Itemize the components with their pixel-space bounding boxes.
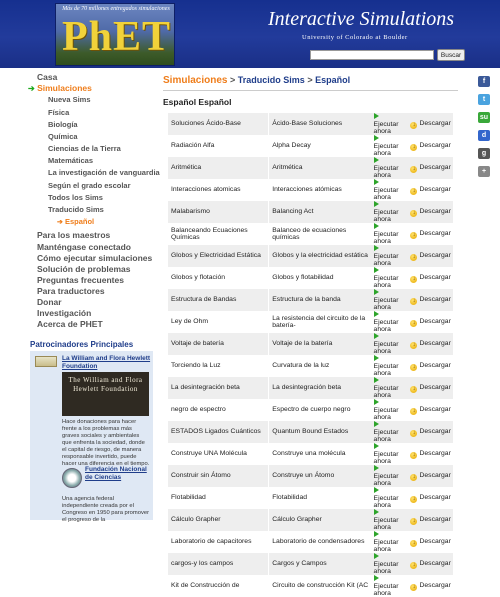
sim-name-es[interactable]: Globos y Electricidad Estática	[168, 245, 269, 267]
download-label: Descargar	[419, 559, 451, 567]
nav-item-quimica[interactable]: Química	[48, 132, 78, 141]
download-icon: ↓	[412, 275, 416, 282]
download-link[interactable]	[410, 135, 452, 157]
table-row	[168, 113, 453, 135]
sim-name-es[interactable]: La desintegración beta	[168, 377, 269, 399]
nav-item-maestros[interactable]: Para los maestros	[37, 230, 111, 240]
sim-name-translated: Circuito de construcción Kit (AC	[269, 575, 371, 597]
run-now-link[interactable]	[371, 377, 411, 399]
run-now-label: Ejecutar ahora	[373, 142, 399, 157]
sim-name-es[interactable]: Globos y flotación	[168, 267, 269, 289]
nav-item-vanguardia[interactable]: La investigación de vanguardia	[48, 168, 160, 177]
site-header	[0, 0, 500, 68]
run-now-label: Ejecutar ahora	[373, 164, 399, 179]
run-now-link[interactable]	[371, 267, 411, 289]
download-link[interactable]	[410, 531, 452, 553]
twitter-icon[interactable]: t	[478, 94, 490, 105]
nav-item-label: Español	[64, 217, 95, 226]
run-now-link[interactable]	[371, 245, 411, 267]
table-row	[168, 399, 453, 421]
site-title: Interactive Simulations	[268, 8, 455, 30]
delicious-icon[interactable]: d	[478, 130, 490, 141]
download-label: Descargar	[419, 339, 451, 347]
sim-name-translated: Cargos y Campos	[269, 553, 371, 575]
nav-item-matematicas[interactable]: Matemáticas	[48, 156, 94, 165]
run-now-label: Ejecutar ahora	[373, 450, 399, 465]
table-row	[168, 465, 453, 487]
play-icon	[374, 399, 379, 405]
sim-name-translated: Construye una molécula	[269, 443, 371, 465]
run-now-link[interactable]	[371, 201, 411, 223]
download-icon: ↓	[412, 121, 416, 128]
sim-name-translated: Aritmética	[269, 157, 371, 179]
table-row	[168, 575, 453, 597]
download-icon: ↓	[412, 451, 416, 458]
share-icon[interactable]: +	[478, 166, 490, 177]
run-now-label: Ejecutar ahora	[373, 472, 399, 487]
run-now-label: Ejecutar ahora	[373, 274, 399, 289]
nav-item-acerca[interactable]: Acerca de PHET	[37, 319, 103, 329]
download-icon: ↓	[412, 253, 416, 260]
sim-name-translated: Espectro de cuerpo negro	[269, 399, 371, 421]
sim-name-translated: Voltaje de la batería	[269, 333, 371, 355]
nav-item-conectado[interactable]: Manténgase conectado	[37, 242, 131, 252]
logo-tagline: Más de 70 millones entregados simulaciones	[62, 6, 170, 12]
run-now-link[interactable]	[371, 487, 411, 509]
table-row	[168, 355, 453, 377]
sim-name-es[interactable]: Voltaje de batería	[168, 333, 269, 355]
run-now-label: Ejecutar ahora	[373, 384, 399, 399]
sim-name-es[interactable]: negro de espectro	[168, 399, 269, 421]
sim-name-es[interactable]: cargos-y los campos	[168, 553, 269, 575]
download-link[interactable]	[410, 509, 452, 531]
run-now-link[interactable]	[371, 311, 411, 333]
table-row	[168, 531, 453, 553]
play-icon	[374, 355, 379, 361]
play-icon	[374, 531, 379, 537]
download-link[interactable]	[410, 267, 452, 289]
nav-item-casa[interactable]: Casa	[37, 72, 58, 82]
sim-name-translated: Globos y flotabilidad	[269, 267, 371, 289]
sim-name-translated: Balancing Act	[269, 201, 371, 223]
download-label: Descargar	[419, 229, 451, 237]
breadcrumb-traducido-sims[interactable]: Traducido Sims	[237, 75, 305, 85]
download-link[interactable]	[410, 487, 452, 509]
sim-name-es[interactable]: Estructura de Bandas	[168, 289, 269, 311]
run-now-link[interactable]	[371, 355, 411, 377]
table-row	[168, 135, 453, 157]
sim-name-translated: Globos y la electricidad estática	[269, 245, 371, 267]
run-now-link[interactable]	[371, 289, 411, 311]
sim-name-translated: Quantum Bound Estados	[269, 421, 371, 443]
run-now-label: Ejecutar ahora	[373, 428, 399, 443]
sim-name-translated: Flotabilidad	[269, 487, 371, 509]
download-link[interactable]	[410, 355, 452, 377]
run-now-link[interactable]	[371, 443, 411, 465]
run-now-label: Ejecutar ahora	[373, 516, 399, 531]
search-input[interactable]	[310, 50, 434, 60]
download-label: Descargar	[419, 383, 451, 391]
download-link[interactable]	[410, 113, 452, 135]
nav-item-investigacion[interactable]: Investigación	[37, 308, 92, 318]
divider	[163, 90, 458, 91]
sim-name-translated: Construye un Átomo	[269, 465, 371, 487]
download-label: Descargar	[419, 427, 451, 435]
hewlett-logo-line1: The William and Flora	[68, 376, 143, 384]
nav-item-problemas[interactable]: Solución de problemas	[37, 264, 131, 274]
breadcrumb-simulaciones[interactable]: Simulaciones	[163, 75, 228, 86]
download-link[interactable]	[410, 289, 452, 311]
play-icon	[374, 135, 379, 141]
nav-item-traducido-sims[interactable]: Traducido Sims	[48, 205, 104, 214]
run-now-label: Ejecutar ahora	[373, 230, 399, 245]
play-icon	[374, 179, 379, 185]
sim-name-es[interactable]: Construir sin Átomo	[168, 465, 269, 487]
nav-item-espanol[interactable]	[57, 217, 94, 226]
download-link[interactable]	[410, 553, 452, 575]
sim-name-es[interactable]: Kit de Construcción de	[168, 575, 269, 597]
play-icon	[374, 311, 379, 317]
table-row	[168, 509, 453, 531]
nav-item-simulaciones[interactable]	[28, 83, 92, 93]
download-link[interactable]	[410, 311, 452, 333]
breadcrumb-separator: >	[307, 75, 313, 85]
play-icon	[374, 113, 379, 119]
download-icon: ↓	[412, 165, 416, 172]
download-link[interactable]	[410, 443, 452, 465]
run-now-label: Ejecutar ahora	[373, 340, 399, 355]
nav-item-label: Simulaciones	[37, 83, 92, 93]
run-now-label: Ejecutar ahora	[373, 208, 399, 223]
sim-name-es[interactable]: Soluciones Ácido-Base	[168, 113, 269, 135]
download-icon: ↓	[412, 143, 416, 150]
play-icon	[374, 421, 379, 427]
sim-name-translated: La desintegración beta	[269, 377, 371, 399]
download-icon: ↓	[412, 539, 416, 546]
sim-name-translated: Curvatura de la luz	[269, 355, 371, 377]
table-row	[168, 487, 453, 509]
table-row	[168, 553, 453, 575]
sponsors-title: Patrocinadores Principales	[30, 340, 134, 349]
download-icon: ↓	[412, 385, 416, 392]
play-icon	[374, 377, 379, 383]
hewlett-logo-line2: Hewlett Foundation	[73, 385, 138, 393]
logo-text: PhET	[62, 14, 172, 60]
run-now-label: Ejecutar ahora	[373, 538, 399, 553]
play-icon	[374, 487, 379, 493]
download-link[interactable]	[410, 333, 452, 355]
download-icon: ↓	[412, 495, 416, 502]
run-now-label: Ejecutar ahora	[373, 318, 399, 333]
nav-item-todos-sims[interactable]: Todos los Sims	[48, 193, 103, 202]
table-row	[168, 377, 453, 399]
sim-name-es[interactable]: Balanceando Ecuaciones Químicas	[168, 223, 269, 245]
breadcrumb-espanol: Español	[315, 75, 351, 85]
run-now-link[interactable]	[371, 399, 411, 421]
play-icon	[374, 553, 379, 559]
play-icon	[374, 465, 379, 471]
download-link[interactable]	[410, 399, 452, 421]
download-label: Descargar	[419, 581, 451, 589]
table-row	[168, 289, 453, 311]
run-now-link[interactable]	[371, 531, 411, 553]
sim-name-translated: Balanceo de ecuaciones químicas	[269, 223, 371, 245]
download-icon: ↓	[412, 231, 416, 238]
hewlett-description: Hace donaciones para hacer frente a los problemas más graves sociales y ambientales que enfrenta la sociedad, donde el capital de riesgo, de manera responsable invertido, puede hacer una diferencia en el tiempo.	[62, 419, 150, 467]
download-icon: ↓	[412, 209, 416, 216]
play-icon	[374, 333, 379, 339]
table-row	[168, 421, 453, 443]
simulations-table	[168, 113, 453, 597]
table-row	[168, 179, 453, 201]
sim-name-es[interactable]: Malabarismo	[168, 201, 269, 223]
site-subtitle: University of Colorado at Boulder	[302, 34, 408, 41]
download-link[interactable]	[410, 179, 452, 201]
table-row	[168, 311, 453, 333]
run-now-link[interactable]	[371, 135, 411, 157]
table-row	[168, 201, 453, 223]
digg-icon[interactable]: g	[478, 148, 490, 159]
download-label: Descargar	[419, 185, 451, 193]
run-now-label: Ejecutar ahora	[373, 406, 399, 421]
table-row	[168, 443, 453, 465]
sim-name-translated: Interacciones atómicas	[269, 179, 371, 201]
nav-item-donar[interactable]: Donar	[37, 297, 62, 307]
run-now-link[interactable]	[371, 553, 411, 575]
sim-name-es[interactable]: Laboratorio de capacitores	[168, 531, 269, 553]
download-label: Descargar	[419, 449, 451, 457]
download-label: Descargar	[419, 141, 451, 149]
sim-name-translated: La resistencia del circuito de la batería-	[269, 311, 371, 333]
download-icon: ↓	[412, 187, 416, 194]
download-link[interactable]	[410, 421, 452, 443]
nav-item-ejecutar[interactable]: Cómo ejecutar simulaciones	[37, 253, 153, 263]
hewlett-link[interactable]: La William and Flora Hewlett Foundation	[62, 355, 151, 370]
run-now-link[interactable]	[371, 223, 411, 245]
download-label: Descargar	[419, 207, 451, 215]
hewlett-logo[interactable]	[62, 372, 149, 416]
play-icon	[374, 245, 379, 251]
breadcrumb	[163, 75, 350, 86]
sim-name-es[interactable]: Cálculo Grapher	[168, 509, 269, 531]
table-row	[168, 157, 453, 179]
breadcrumb-separator: >	[229, 75, 236, 85]
download-icon: ↓	[412, 407, 416, 414]
download-label: Descargar	[419, 515, 451, 523]
play-icon	[374, 509, 379, 515]
sim-name-es[interactable]: Ley de Ohm	[168, 311, 269, 333]
download-link[interactable]	[410, 465, 452, 487]
run-now-link[interactable]	[371, 575, 411, 597]
download-icon: ↓	[412, 297, 416, 304]
play-icon	[374, 443, 379, 449]
run-now-link[interactable]	[371, 421, 411, 443]
nav-item-biologia[interactable]: Biología	[48, 120, 78, 129]
download-label: Descargar	[419, 251, 451, 259]
phet-logo[interactable]	[55, 3, 175, 66]
run-now-link[interactable]	[371, 509, 411, 531]
sim-name-es[interactable]: Construye UNA Molécula	[168, 443, 269, 465]
sim-name-es[interactable]: Interacciones atomicas	[168, 179, 269, 201]
download-icon: ↓	[412, 561, 416, 568]
sim-name-es[interactable]: Flotabilidad	[168, 487, 269, 509]
download-link[interactable]	[410, 377, 452, 399]
download-icon: ↓	[412, 429, 416, 436]
download-icon: ↓	[412, 341, 416, 348]
download-link[interactable]	[410, 245, 452, 267]
sim-name-es[interactable]: Torciendo la Luz	[168, 355, 269, 377]
download-label: Descargar	[419, 405, 451, 413]
table-row	[168, 267, 453, 289]
download-link[interactable]	[410, 575, 452, 597]
play-icon	[374, 157, 379, 163]
nsf-logo-icon[interactable]	[62, 468, 82, 488]
download-link[interactable]	[410, 157, 452, 179]
nav-item-preguntas[interactable]: Preguntas frecuentes	[37, 275, 124, 285]
download-label: Descargar	[419, 361, 451, 369]
arrow-right-icon: ➔	[57, 219, 63, 226]
download-label: Descargar	[419, 119, 451, 127]
sim-name-translated: Laboratorio de condensadores	[269, 531, 371, 553]
download-label: Descargar	[419, 493, 451, 501]
sim-name-translated: Estructura de la banda	[269, 289, 371, 311]
play-icon	[374, 201, 379, 207]
run-now-label: Ejecutar ahora	[373, 186, 399, 201]
run-now-label: Ejecutar ahora	[373, 120, 399, 135]
nsf-description: Una agencia federal independiente creada por el Congreso en 1950 para promover el progreso de la	[62, 496, 150, 523]
sim-name-translated: Alpha Decay	[269, 135, 371, 157]
language-title: Español Español	[163, 97, 232, 107]
download-link[interactable]	[410, 223, 452, 245]
download-icon: ↓	[412, 517, 416, 524]
nav-item-nueva-sims[interactable]: Nueva Sims	[48, 95, 91, 104]
sim-name-translated: Cálculo Grapher	[269, 509, 371, 531]
facebook-icon[interactable]: f	[478, 76, 490, 87]
run-now-label: Ejecutar ahora	[373, 362, 399, 377]
nav-item-traductores[interactable]: Para traductores	[37, 286, 105, 296]
run-now-label: Ejecutar ahora	[373, 582, 399, 597]
download-label: Descargar	[419, 317, 451, 325]
nav-item-grado-escolar[interactable]: Según el grado escolar	[48, 181, 131, 190]
run-now-link[interactable]	[371, 333, 411, 355]
download-label: Descargar	[419, 273, 451, 281]
download-label: Descargar	[419, 295, 451, 303]
arrow-right-icon: ➔	[28, 84, 35, 93]
play-icon	[374, 223, 379, 229]
download-label: Descargar	[419, 471, 451, 479]
download-icon: ↓	[412, 319, 416, 326]
download-icon: ↓	[412, 583, 416, 590]
table-row	[168, 333, 453, 355]
run-now-label: Ejecutar ahora	[373, 296, 399, 311]
download-label: Descargar	[419, 537, 451, 545]
search-button[interactable]: Buscar	[437, 49, 465, 61]
download-icon: ↓	[412, 363, 416, 370]
run-now-label: Ejecutar ahora	[373, 252, 399, 267]
download-label: Descargar	[419, 163, 451, 171]
table-row	[168, 223, 453, 245]
table-row	[168, 245, 453, 267]
run-now-label: Ejecutar ahora	[373, 560, 399, 575]
run-now-label: Ejecutar ahora	[373, 494, 399, 509]
run-now-link[interactable]	[371, 157, 411, 179]
nav-item-fisica[interactable]: Física	[48, 108, 70, 117]
play-icon	[374, 575, 379, 581]
download-link[interactable]	[410, 201, 452, 223]
play-icon	[374, 289, 379, 295]
download-icon: ↓	[412, 473, 416, 480]
sim-name-es[interactable]: ESTADOS Ligados Cuánticos	[168, 421, 269, 443]
sim-name-es[interactable]: Aritmética	[168, 157, 269, 179]
sim-name-es[interactable]: Radiación Alfa	[168, 135, 269, 157]
nsf-link[interactable]: Fundación Nacional de Ciencias	[85, 466, 147, 481]
run-now-link[interactable]	[371, 465, 411, 487]
sim-name-translated: Ácido-Base Soluciones	[269, 113, 371, 135]
nav-item-ciencias-tierra[interactable]: Ciencias de la Tierra	[48, 144, 121, 153]
run-now-link[interactable]	[371, 179, 411, 201]
stumbleupon-icon[interactable]: su	[479, 114, 489, 121]
play-icon	[374, 267, 379, 273]
hewlett-thumbnail[interactable]	[35, 356, 57, 367]
run-now-link[interactable]	[371, 113, 411, 135]
